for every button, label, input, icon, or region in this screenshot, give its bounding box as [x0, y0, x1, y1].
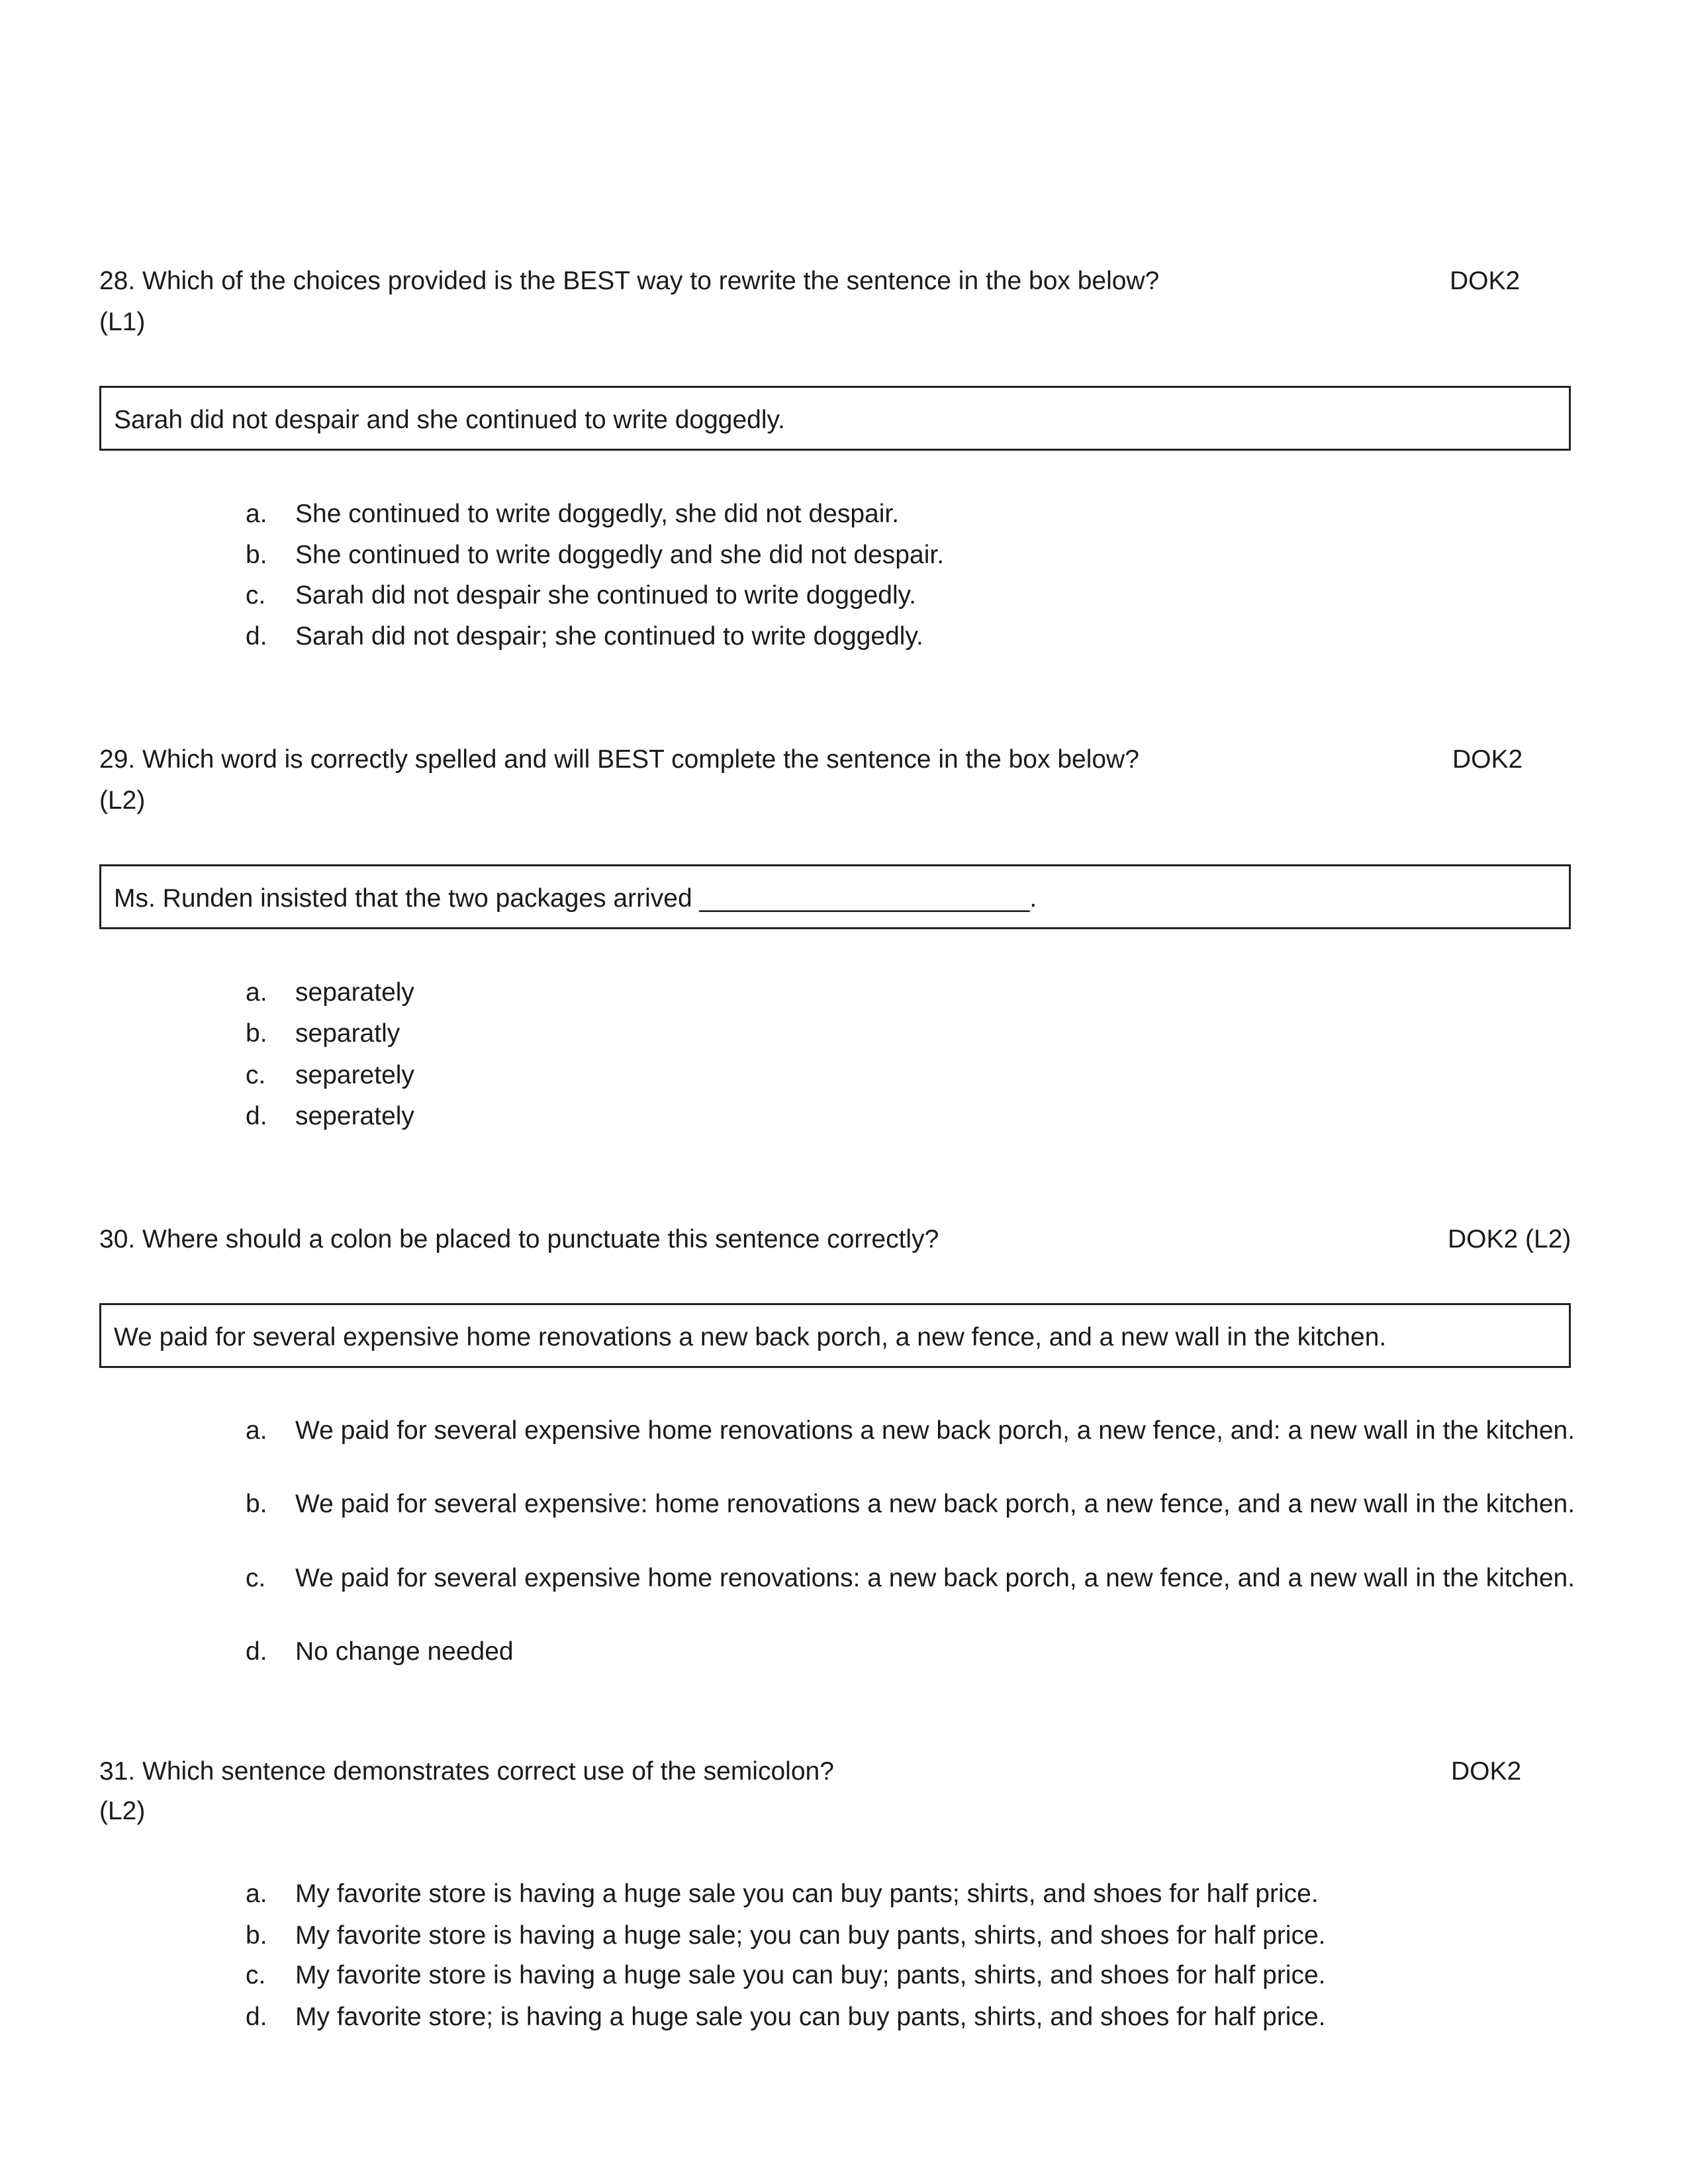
question-28-prompt: 28. Which of the choices provided is the BEST way to rewrite the sentence in the box below? [99, 267, 1160, 295]
option-letter: d. [246, 1637, 267, 1666]
option-30c[interactable] [246, 1560, 1576, 1597]
question-29-dok: DOK2 [1452, 745, 1523, 774]
option-29c[interactable] [246, 1057, 1576, 1094]
option-29a[interactable] [246, 974, 1576, 1011]
option-letter: b. [246, 1019, 267, 1048]
question-30-dok: DOK2 (L2) [1448, 1225, 1571, 1253]
option-letter: c. [246, 1061, 266, 1089]
question-29-standard: (L2) [99, 786, 146, 815]
question-31-standard: (L2) [99, 1797, 146, 1825]
option-letter: b. [246, 1490, 267, 1518]
option-letter: a. [246, 1416, 267, 1445]
option-text: Sarah did not despair; she continued to write doggedly. [295, 622, 923, 651]
option-29b[interactable] [246, 1015, 1576, 1052]
option-31a[interactable] [246, 1876, 1576, 1913]
option-letter: d. [246, 622, 267, 651]
question-28-sentence-box [99, 386, 1571, 451]
question-28-standard: (L1) [99, 308, 146, 336]
option-28c[interactable] [246, 577, 1576, 614]
option-letter: b. [246, 1921, 267, 1950]
option-text: She continued to write doggedly and she did not despair. [295, 541, 945, 569]
option-30b[interactable] [246, 1486, 1576, 1523]
option-letter: a. [246, 978, 267, 1007]
option-text: No change needed [295, 1637, 514, 1666]
option-text: separatly [295, 1019, 400, 1048]
option-letter: b. [246, 541, 267, 569]
option-letter: c. [246, 1564, 266, 1592]
option-text: My favorite store is having a huge sale; you can buy pants, shirts, and shoes for half price. [295, 1921, 1326, 1950]
option-text: We paid for several expensive home renovations a new back porch, a new fence, and: a new wall in the kitchen. [295, 1416, 1575, 1445]
question-28-dok: DOK2 [1450, 267, 1521, 295]
option-letter: c. [246, 581, 266, 610]
option-text: Sarah did not despair she continued to write doggedly. [295, 581, 917, 610]
option-28b[interactable] [246, 537, 1576, 574]
option-30d[interactable] [246, 1633, 1576, 1670]
option-28d[interactable] [246, 618, 1576, 655]
option-31c[interactable] [246, 1957, 1576, 1994]
option-text: My favorite store is having a huge sale you can buy pants; shirts, and shoes for half price. [295, 1880, 1319, 1908]
option-31b[interactable] [246, 1917, 1576, 1954]
option-31d[interactable] [246, 1999, 1576, 2036]
option-text: seperately [295, 1102, 414, 1130]
option-30a[interactable] [246, 1412, 1576, 1449]
option-letter: d. [246, 1102, 267, 1130]
question-29-prompt: 29. Which word is correctly spelled and will BEST complete the sentence in the box below? [99, 745, 1139, 774]
option-text: We paid for several expensive home renovations: a new back porch, a new fence, and a new wall in the kitchen. [295, 1564, 1575, 1592]
option-text: separately [295, 978, 414, 1007]
option-text: separetely [295, 1061, 414, 1089]
option-letter: c. [246, 1961, 266, 1989]
sentence: Ms. Runden insisted that the two packages arrived _______________________. [114, 884, 1037, 913]
question-29-sentence-box [99, 864, 1571, 929]
option-letter: a. [246, 1880, 267, 1908]
option-29d[interactable] [246, 1098, 1576, 1135]
option-text: My favorite store; is having a huge sale you can buy pants, shirts, and shoes for half price. [295, 2003, 1326, 2031]
option-letter: a. [246, 500, 267, 528]
sentence: We paid for several expensive home renovations a new back porch, a new fence, and a new wall in the kitchen. [114, 1323, 1387, 1351]
question-31-dok: DOK2 [1451, 1757, 1522, 1786]
option-text: My favorite store is having a huge sale you can buy; pants, shirts, and shoes for half price. [295, 1961, 1326, 1989]
question-30-sentence-box [99, 1303, 1571, 1368]
question-31-prompt: 31. Which sentence demonstrates correct use of the semicolon? [99, 1757, 834, 1786]
question-30-prompt: 30. Where should a colon be placed to punctuate this sentence correctly? [99, 1225, 939, 1253]
option-text: She continued to write doggedly, she did not despair. [295, 500, 900, 528]
sentence: Sarah did not despair and she continued to write doggedly. [114, 406, 785, 434]
option-letter: d. [246, 2003, 267, 2031]
option-28a[interactable] [246, 496, 1576, 533]
option-text: We paid for several expensive: home renovations a new back porch, a new fence, and a new wall in the kitchen. [295, 1490, 1575, 1518]
